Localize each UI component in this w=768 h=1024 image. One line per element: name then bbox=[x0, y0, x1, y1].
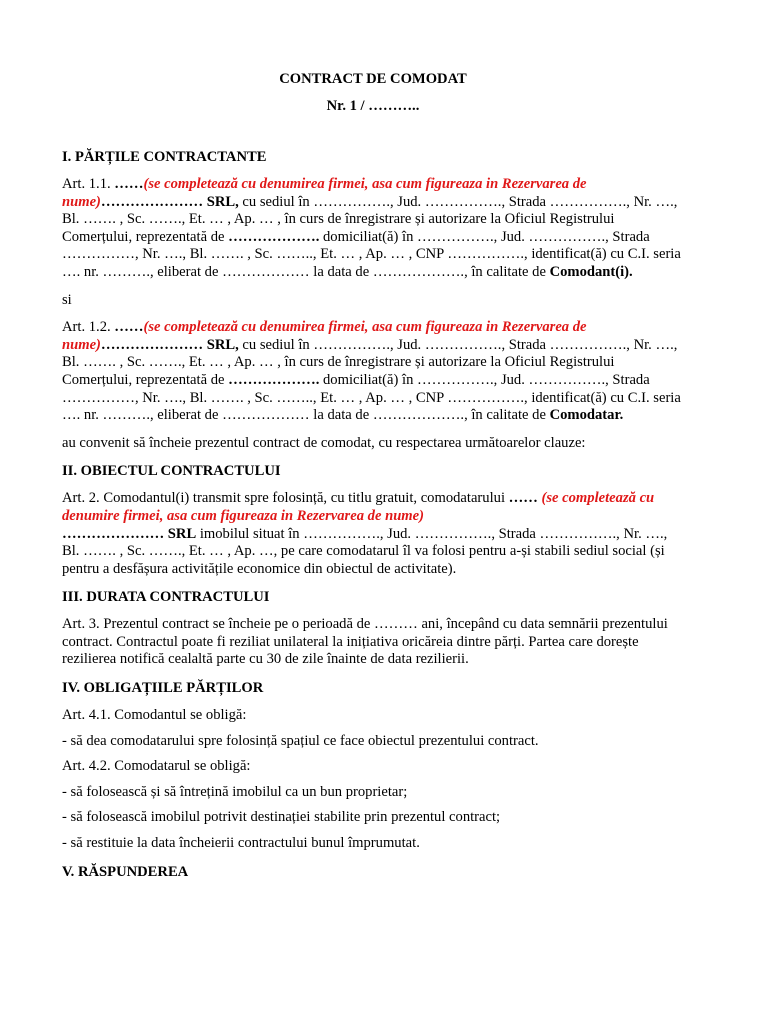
article-1-1-representative: ………………. bbox=[228, 228, 320, 245]
contract-number: Nr. 1 / ……….. bbox=[326, 98, 420, 114]
article-1-1-dots: …… bbox=[114, 176, 144, 192]
article-1-1-text-2: domiciliat(ă) în ……………., Jud. ……………., Strada ……………, Nr. …., Bl. ……. , Sc. …….., Et. … , Ap. … , CNP ……………., identificat(ă) cu C.I. seria …. nr. ………., eliberat de ……………… la data de ………………., în calitate de bbox=[62, 228, 681, 280]
document-title: CONTRACT DE COMODAT bbox=[279, 71, 467, 87]
article-2-text-2: imobilul situat în ……………., Jud. ……………., Strada ……………., Nr. …., Bl. ……. , Sc. ……., Et. … , Ap. …, pe care comodatarul îl va folosi pentru a-și stabili sediul social (și pentru a desfășura activitățile economice din obiectul de activitate). bbox=[62, 525, 668, 577]
article-1-2-text: cu sediul în ……………., Jud. ……………., Strada ……………., Nr. …., Bl. ……. , Sc. ……., Et. … , Ap. … , în curs de înregistrare și autorizare la Oficiul Registrului Comerțului, reprezentată de bbox=[62, 336, 678, 388]
article-1-1-text: cu sediul în ……………., Jud. ……………., Strada ……………., Nr. …., Bl. ……. , Sc. ……., Et. … , Ap. … , în curs de înregistrare și autorizare la Oficiul Registrului Comerțului, reprezentată de bbox=[62, 193, 678, 245]
section-heading-liability: V. RĂSPUNDEREA bbox=[62, 863, 189, 880]
article-1-1-company: ………………… SRL, bbox=[100, 193, 239, 210]
article-3: Art. 3. Prezentul contract se încheie pe o perioadă de ……… ani, începând cu data semnării prezentului contract. Contractul poate fi reziliat unilateral la inițiativa oricăreia dintre părți. Partea care dorește rezilierea notifică cealaltă parte cu 30 de zile înainte de data rezilierii. bbox=[62, 616, 668, 668]
article-1-1-role: Comodant(i). bbox=[549, 263, 633, 280]
conjunction-si: si bbox=[62, 291, 72, 308]
article-4-1: Art. 4.1. Comodantul se obligă: bbox=[62, 707, 247, 724]
article-4-2-item: - să folosească imobilul potrivit destinației stabilite prin prezentul contract; bbox=[62, 809, 501, 826]
article-1-2-label: Art. 1.2. bbox=[62, 319, 115, 336]
article-2-company: ………………… SRL bbox=[62, 525, 197, 542]
article-2-instruction: (se completează cu denumire firmei, asa cum figureaza in Rezervarea de nume) bbox=[62, 490, 655, 524]
section-heading-parties: I. PĂRȚILE CONTRACTANTE bbox=[62, 149, 267, 165]
article-1-2-representative: ………………. bbox=[228, 371, 320, 388]
article-1-2-instruction: (se completează cu denumirea firmei, asa cum figureaza in Rezervarea de nume) bbox=[62, 319, 587, 353]
section-heading-object: II. OBIECTUL CONTRACTULUI bbox=[62, 463, 281, 480]
article-1-2-company: ………………… SRL, bbox=[100, 336, 239, 353]
article-1-1-instruction: (se completează cu denumirea firmei, asa cum figureaza in Rezervarea de nume) bbox=[62, 176, 587, 210]
article-4-2-item: - să restituie la data încheierii contractului bunul împrumutat. bbox=[62, 835, 420, 852]
article-1-2 bbox=[62, 319, 684, 425]
section-heading-duration: III. DURATA CONTRACTULUI bbox=[62, 589, 270, 606]
agreement-statement: au convenit să încheie prezentul contract de comodat, cu respectarea următoarelor clauze: bbox=[62, 434, 586, 451]
article-2-text: Art. 2. Comodantul(i) transmit spre folosință, cu titlu gratuit, comodatarului bbox=[62, 490, 509, 507]
article-1-2-dots: …… bbox=[114, 319, 144, 336]
article-4-2: Art. 4.2. Comodatarul se obligă: bbox=[62, 758, 251, 775]
article-4-1-item: - să dea comodatarului spre folosință spațiul ce face obiectul prezentului contract. bbox=[62, 732, 539, 749]
article-4-2-item: - să folosească și să întrețină imobilul ca un bun proprietar; bbox=[62, 783, 408, 800]
article-1-1-label: Art. 1.1. bbox=[62, 176, 115, 192]
article-2 bbox=[62, 490, 684, 578]
article-2-dots: …… bbox=[508, 490, 538, 507]
section-heading-obligations: IV. OBLIGAȚIILE PĂRȚILOR bbox=[62, 680, 264, 697]
article-1-1 bbox=[62, 176, 684, 282]
article-1-2-role: Comodatar. bbox=[549, 407, 624, 424]
article-1-2-text-2: domiciliat(ă) în ……………., Jud. ……………., Strada ……………, Nr. …., Bl. ……. , Sc. …….., Et. … , Ap. … , CNP ……………., identificat(ă) cu C.I. seria …. nr. ………., eliberat de ……………… la data de ………………., în calitate de bbox=[62, 371, 681, 424]
